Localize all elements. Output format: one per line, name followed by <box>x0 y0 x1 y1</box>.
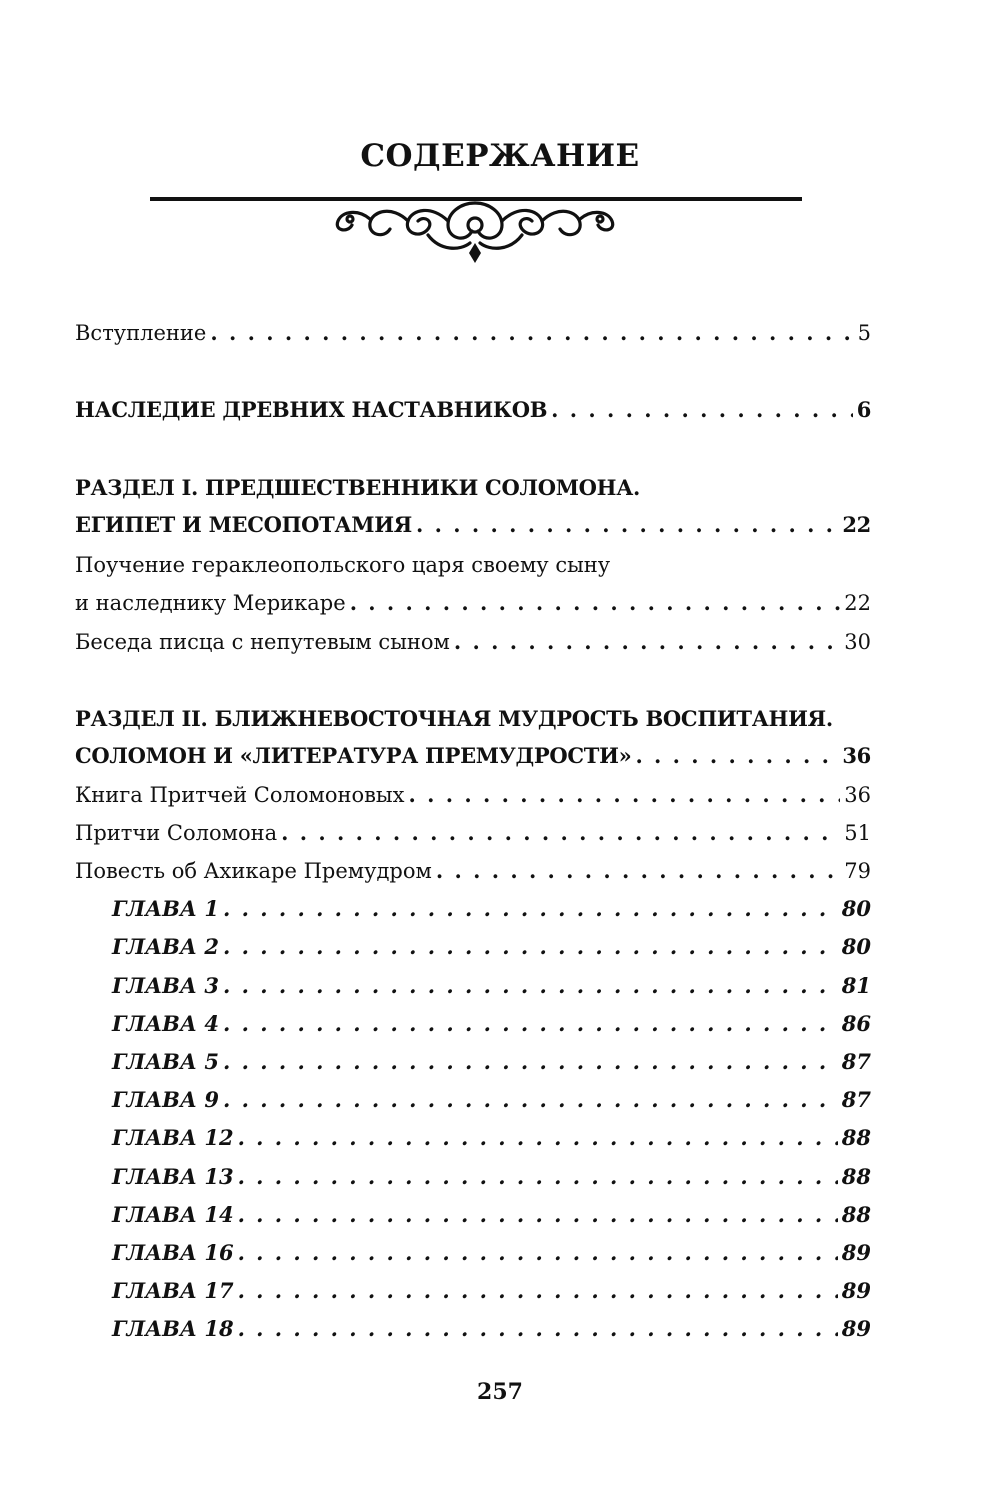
section-heading: РАЗДЕЛ II. БЛИЖНЕВОСТОЧНАЯ МУДРОСТЬ ВОСПИТАНИЯ. <box>75 706 833 731</box>
chapter-entry[interactable]: ГЛАВА 16 . . . 89 <box>75 1240 871 1274</box>
toc-entry[interactable]: СОЛОМОН И «ЛИТЕРАТУРА ПРЕМУДРОСТИ» . . . 36 <box>75 743 871 777</box>
section-heading: РАЗДЕЛ I. ПРЕДШЕСТВЕННИКИ СОЛОМОНА. <box>75 475 641 500</box>
dot-leader <box>223 973 838 998</box>
toc-entry[interactable]: Книга Притчей Соломоновых . . . 36 <box>75 782 871 816</box>
chapter-entry[interactable]: ГЛАВА 4 . . . 86 <box>75 1011 871 1045</box>
dot-leader <box>416 512 838 537</box>
entry-first-line: Поучение гераклеопольского царя своему сыну <box>75 553 611 577</box>
dot-leader <box>223 1011 838 1036</box>
dot-leader <box>409 782 841 807</box>
dot-leader <box>238 1240 838 1265</box>
chapter-entry[interactable]: ГЛАВА 3 . . . 81 <box>75 973 871 1007</box>
dot-leader <box>238 1202 838 1227</box>
dot-leader <box>210 320 853 345</box>
dot-leader <box>223 934 838 959</box>
dot-leader <box>436 858 840 883</box>
chapter-entry[interactable]: ГЛАВА 12 . . . 88 <box>75 1125 871 1159</box>
dot-leader <box>281 820 840 845</box>
dot-leader <box>238 1278 838 1303</box>
page-title: СОДЕРЖАНИЕ <box>360 138 640 174</box>
dot-leader <box>238 1125 838 1150</box>
dot-leader <box>454 629 840 654</box>
toc-entry[interactable]: и наследнику Мерикаре . . . 22 <box>75 590 871 624</box>
chapter-entry[interactable]: ГЛАВА 17 . . . 89 <box>75 1278 871 1312</box>
dot-leader <box>350 590 841 615</box>
toc-entry[interactable]: ЕГИПЕТ И МЕСОПОТАМИЯ . . . 22 <box>75 512 871 546</box>
ornament-icon <box>320 199 630 267</box>
toc-entry[interactable]: НАСЛЕДИЕ ДРЕВНИХ НАСТАВНИКОВ . . . 6 <box>75 397 871 431</box>
dot-leader <box>223 1087 838 1112</box>
dot-leader <box>551 397 853 422</box>
chapter-entry[interactable]: ГЛАВА 2 . . . 80 <box>75 934 871 968</box>
toc-entry[interactable]: Притчи Соломона . . . 51 <box>75 820 871 854</box>
dot-leader <box>223 896 838 921</box>
dot-leader <box>223 1049 838 1074</box>
toc-entry[interactable]: Вступление . . . 5 <box>75 320 871 354</box>
chapter-entry[interactable]: ГЛАВА 9 . . . 87 <box>75 1087 871 1121</box>
toc-entry[interactable]: Беседа писца с непутевым сыном . . . 30 <box>75 629 871 663</box>
dot-leader <box>238 1316 838 1341</box>
dot-leader <box>635 743 838 768</box>
chapter-entry[interactable]: ГЛАВА 13 . . . 88 <box>75 1164 871 1198</box>
dot-leader <box>238 1164 838 1189</box>
chapter-entry[interactable]: ГЛАВА 1 . . . 80 <box>75 896 871 930</box>
chapter-entry[interactable]: ГЛАВА 5 . . . 87 <box>75 1049 871 1083</box>
chapter-entry[interactable]: ГЛАВА 14 . . . 88 <box>75 1202 871 1236</box>
toc-entry[interactable]: Повесть об Ахикаре Премудром . . . 79 <box>75 858 871 892</box>
chapter-entry[interactable]: ГЛАВА 18 . . . 89 <box>75 1316 871 1350</box>
page-number: 257 <box>477 1379 523 1405</box>
